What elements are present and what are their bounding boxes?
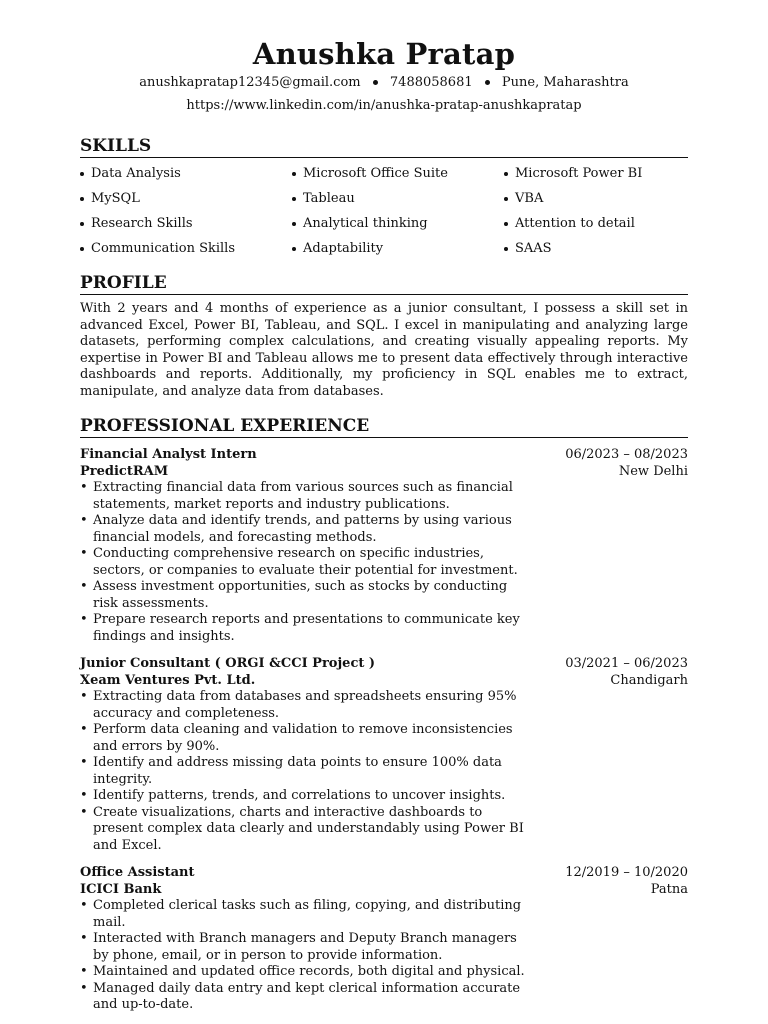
- job-dates: 06/2023 – 08/2023: [565, 447, 688, 462]
- job-bullet: • Prepare research reports and presentations to communicate key findings and insights.: [80, 612, 533, 645]
- skill-item: [504, 238, 688, 259]
- job-entry: [80, 656, 688, 854]
- job-dates: 03/2021 – 06/2023: [565, 656, 688, 671]
- job-bullet: • Identify and address missing data points to ensure 100% data integrity.: [80, 755, 533, 788]
- skills-section: [80, 136, 688, 259]
- job-company: ICICI Bank: [80, 881, 162, 897]
- job-bullet: • Perform data cleaning and validation to remove inconsistencies and errors by 90%.: [80, 722, 533, 755]
- job-bullet: • Analyze data and identify trends, and patterns by using various financial models, and forecasting methods.: [80, 513, 533, 546]
- job-location: Patna: [650, 881, 688, 897]
- skill-item: [292, 213, 504, 234]
- job-entry: [80, 447, 688, 645]
- skill-label: Research Skills: [91, 216, 193, 231]
- profile-section: [80, 273, 688, 400]
- skill-label: Microsoft Office Suite: [303, 166, 448, 181]
- job-header-row: [80, 447, 688, 464]
- bullet-icon: [504, 197, 508, 201]
- job-bullet: • Completed clerical tasks such as filing, copying, and distributing mail.: [80, 898, 533, 931]
- job-bullet: • Extracting financial data from various sources such as financial statements, market reports and industry publications.: [80, 480, 533, 513]
- bullet-icon: [292, 197, 296, 201]
- experience-heading: PROFESSIONAL EXPERIENCE: [80, 416, 688, 438]
- linkedin-link[interactable]: https://www.linkedin.com/in/anushka-pratap-anushkapratap: [186, 98, 582, 113]
- skill-item: [80, 213, 292, 234]
- job-company-row: [80, 673, 688, 690]
- skill-item: [504, 213, 688, 234]
- job-header-row: [80, 865, 688, 882]
- skill-label: Communication Skills: [91, 241, 236, 256]
- bullet-icon: [80, 222, 84, 226]
- skill-item: [80, 163, 292, 184]
- skill-label: Microsoft Power BI: [515, 166, 643, 181]
- job-location: New Delhi: [618, 463, 688, 479]
- skill-item: [292, 163, 504, 184]
- skill-label: Data Analysis: [91, 166, 181, 181]
- job-bullet-list: [80, 480, 688, 645]
- job-bullet: • Extracting data from databases and spreadsheets ensuring 95% accuracy and completeness.: [80, 689, 533, 722]
- job-bullet: • Maintained and updated office records, both digital and physical.: [80, 964, 533, 981]
- skill-label: Analytical thinking: [303, 216, 428, 231]
- bullet-icon: [80, 247, 84, 251]
- job-bullet: • Create visualizations, charts and interactive dashboards to present complex data clearly and understandably using Power BI and Excel.: [80, 805, 533, 855]
- contact-line: [80, 74, 688, 92]
- skill-label: SAAS: [515, 241, 552, 256]
- job-bullet: • Identify patterns, trends, and correlations to uncover insights.: [80, 788, 533, 805]
- bullet-icon: [504, 172, 508, 176]
- bullet-icon: [504, 222, 508, 226]
- profile-paragraph: With 2 years and 4 months of experience as a junior consultant, I possess a skill set in advanced Excel, Power BI, Tableau, and SQL. I excel in manipulating and analyzing large datasets, performing complex calculations, and creating visually appealing reports. My expertise in Power BI and Tableau allows me to present data effectively through interactive dashboards and reports. Additionally, my proficiency in SQL enables me to extract, manipulate, and analyze data from databases.: [80, 301, 688, 399]
- skill-item: [80, 238, 292, 259]
- job-bullet: • Conducting comprehensive research on specific industries, sectors, or companies to evaluate their potential for investment.: [80, 546, 533, 579]
- skills-heading: SKILLS: [80, 136, 688, 158]
- job-dates: 12/2019 – 10/2020: [565, 865, 688, 880]
- skill-label: Tableau: [303, 191, 355, 206]
- job-company: Xeam Ventures Pvt. Ltd.: [80, 672, 256, 688]
- skill-item: [292, 188, 504, 209]
- skill-label: VBA: [515, 191, 544, 206]
- bullet-icon: [80, 172, 84, 176]
- job-bullet: • Interacted with Branch managers and Deputy Branch managers by phone, email, or in person to provide information.: [80, 931, 533, 964]
- job-header-row: [80, 656, 688, 673]
- experience-section: [80, 416, 688, 1014]
- job-bullet: • Managed daily data entry and kept clerical information accurate and up-to-date.: [80, 981, 533, 1014]
- candidate-name: Anushka Pratap: [252, 37, 516, 71]
- profile-heading: PROFILE: [80, 273, 688, 295]
- email-text: anushkapratap12345@gmail.com: [139, 75, 361, 90]
- bullet-icon: [504, 247, 508, 251]
- skill-item: [80, 188, 292, 209]
- bullet-icon: [292, 222, 296, 226]
- job-company-row: [80, 464, 688, 481]
- job-company-row: [80, 882, 688, 899]
- job-bullet-list: [80, 689, 688, 854]
- skills-grid: [80, 163, 688, 259]
- job-title: Junior Consultant ( ORGI &CCI Project ): [80, 656, 376, 671]
- phone-text: 7488058681: [389, 75, 473, 90]
- bullet-icon: [292, 247, 296, 251]
- location-text: Pune, Maharashtra: [501, 75, 629, 90]
- skill-item: [292, 238, 504, 259]
- job-title: Financial Analyst Intern: [80, 447, 257, 462]
- job-location: Chandigarh: [610, 672, 688, 688]
- job-company: PredictRAM: [80, 463, 169, 479]
- job-bullet-list: [80, 898, 688, 1014]
- skill-item: [504, 163, 688, 184]
- job-entry: [80, 865, 688, 1014]
- bullet-separator-icon: [485, 80, 490, 85]
- bullet-icon: [80, 197, 84, 201]
- skill-item: [504, 188, 688, 209]
- skill-label: MySQL: [91, 191, 140, 206]
- skill-label: Adaptability: [303, 241, 384, 256]
- job-title: Office Assistant: [80, 865, 195, 880]
- job-bullet: • Assess investment opportunities, such as stocks by conducting risk assessments.: [80, 579, 533, 612]
- skill-label: Attention to detail: [515, 216, 635, 231]
- bullet-icon: [292, 172, 296, 176]
- bullet-separator-icon: [373, 80, 378, 85]
